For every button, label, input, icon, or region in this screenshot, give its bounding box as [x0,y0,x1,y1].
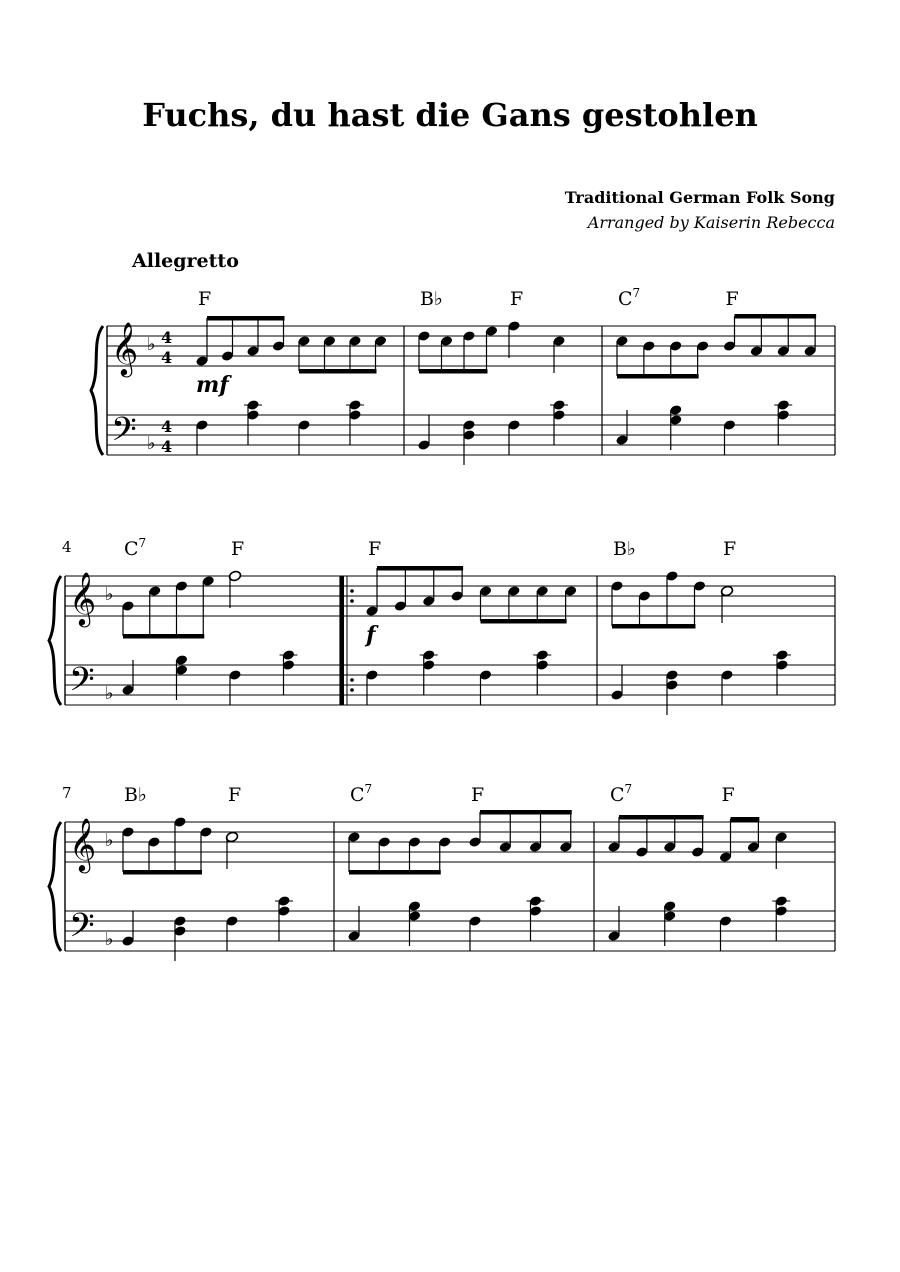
chord-symbol: $C^7$ [124,536,147,560]
time-signature-top: 4 [161,328,173,347]
arranger-credit: Arranged by Kaiserin Rebecca [587,213,835,232]
chord-symbol: F [725,288,739,310]
eighth-beam [735,314,817,319]
key-signature-flat-icon: ♭ [105,584,114,605]
key-signature-flat-icon: ♭ [105,683,114,704]
chord-symbol: B♭ [420,288,443,310]
chord-symbol: $C^7$ [618,286,641,310]
chord-symbol: F [471,784,485,806]
chord-symbol-extension: 7 [624,782,633,796]
eighth-beam [480,810,572,815]
eighth-beam [619,815,704,820]
measure-number: 7 [62,784,72,802]
grand-staff-brace [49,576,61,705]
repeat-thick-barline [340,576,344,705]
chord-symbol: $C^7$ [610,782,633,806]
eighth-beam [349,870,441,875]
chord-symbol-extension: 7 [138,536,147,550]
eighth-beam [617,374,699,379]
chord-symbol: F [368,538,382,560]
chord-symbol: F [198,288,212,310]
eighth-beam [419,369,488,374]
chord-symbol: F [510,288,524,310]
measure-number: 4 [62,538,72,556]
chord-symbol-extension: 7 [364,782,373,796]
dynamic-marking: mf [196,372,229,398]
repeat-dot [350,688,354,692]
eighth-beam [377,566,463,571]
treble-clef-icon: 𝄞 [69,817,97,871]
time-signature-bottom: 4 [161,437,173,456]
eighth-beam [299,369,377,374]
eighth-beam [207,316,285,321]
chord-symbol: B♭ [613,538,636,560]
key-signature-flat-icon: ♭ [147,433,156,454]
eighth-beam [123,634,204,639]
chord-symbol: $C^7$ [350,782,373,806]
bass-clef-icon: 𝄢 [111,411,137,457]
chord-symbol-extension: 7 [632,286,641,300]
repeat-dot [350,599,354,603]
time-signature-bottom: 4 [161,348,173,367]
key-signature-flat-icon: ♭ [105,929,114,950]
treble-clef-icon: 𝄞 [111,321,139,375]
grand-staff-brace [91,326,103,455]
repeat-dot [350,678,354,682]
chord-symbol: F [228,784,242,806]
chord-symbol: F [723,538,737,560]
key-signature-flat-icon: ♭ [147,334,156,355]
key-signature-flat-icon: ♭ [105,830,114,851]
eighth-beam [123,870,202,875]
tempo-marking: Allegretto [132,250,239,272]
eighth-beam [481,619,567,624]
composer-credit: Traditional German Folk Song [564,188,835,207]
chord-symbol: F [231,538,245,560]
grand-staff-brace [49,822,61,951]
bass-clef-icon: 𝄢 [69,907,95,953]
dynamic-marking: f [366,622,376,648]
eighth-beam [731,817,760,822]
bass-clef-icon: 𝄢 [69,661,95,707]
time-signature-top: 4 [161,417,173,436]
repeat-dot [350,589,354,593]
chord-symbol: F [721,784,735,806]
chord-symbol: B♭ [124,784,147,806]
piece-title: Fuchs, du hast die Gans gestohlen [142,96,758,134]
eighth-beam [612,624,696,629]
treble-clef-icon: 𝄞 [69,571,97,625]
